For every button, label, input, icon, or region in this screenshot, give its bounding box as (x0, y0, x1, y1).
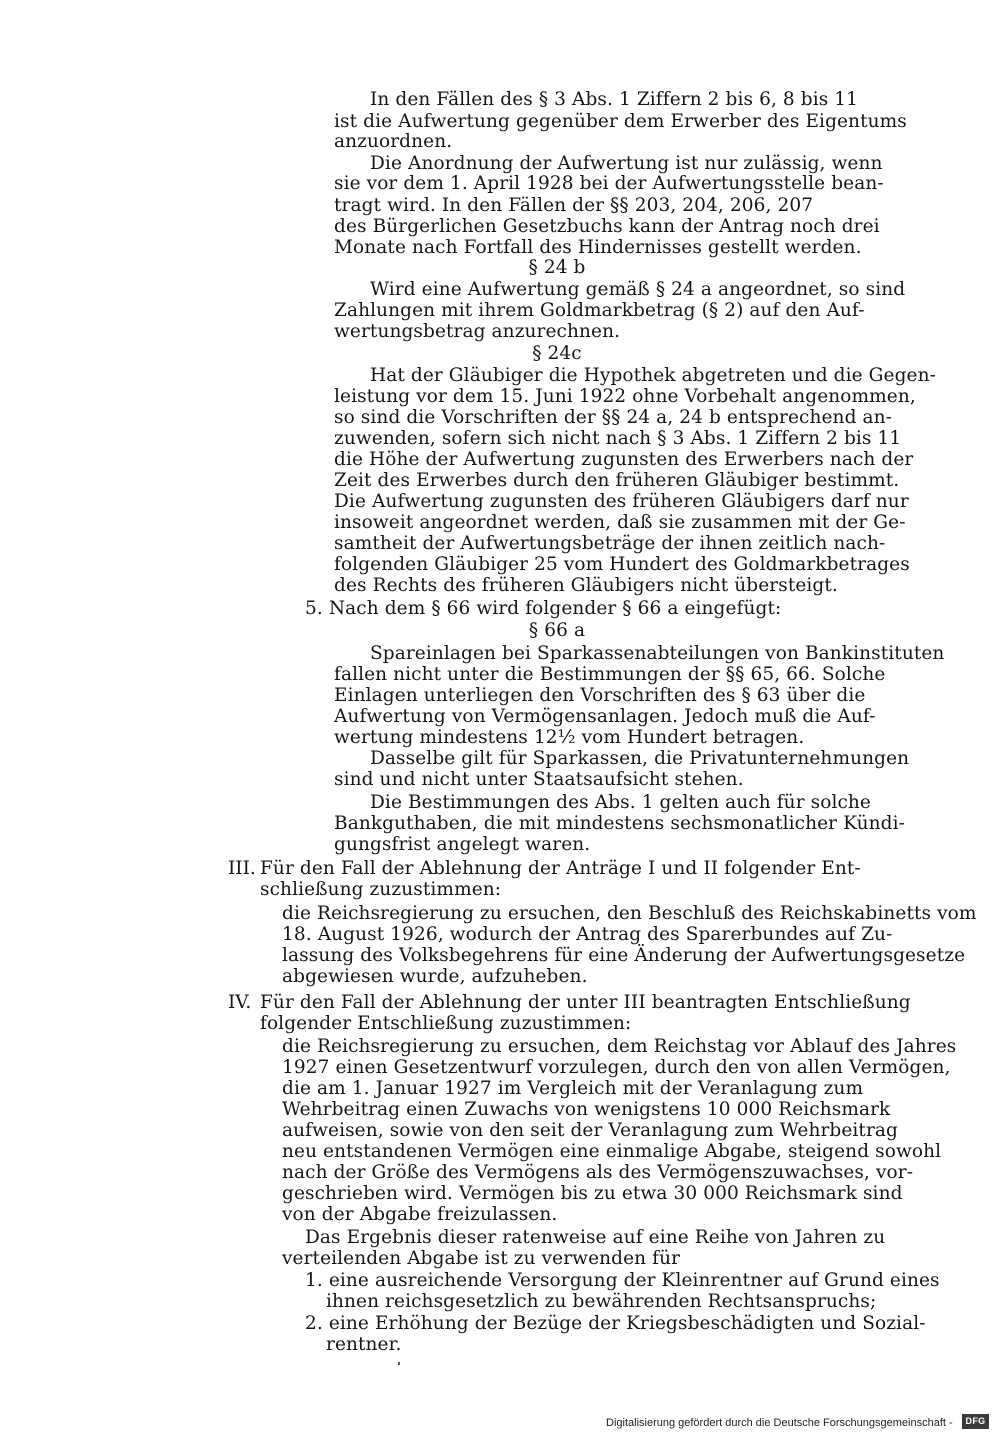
text-line: geschrieben wird. Vermögen bis zu etwa 30 000 Reichsmark sind (282, 1183, 903, 1204)
text-line: Die Anordnung der Aufwertung ist nur zulässig, wenn (370, 153, 883, 174)
text-line: Aufwertung von Vermögensanlagen. Jedoch muß die Auf- (334, 706, 876, 727)
text-line: leistung vor dem 15. Juni 1922 ohne Vorbehalt angenommen, (334, 386, 916, 407)
text-line: gungsfrist angelegt waren. (334, 834, 591, 855)
text-line: Einlagen unterliegen den Vorschriften des § 63 über die (334, 685, 866, 706)
text-line: verteilenden Abgabe ist zu verwenden für (282, 1248, 681, 1269)
section-heading: § 24 b (528, 257, 586, 278)
section-heading: § 24c (532, 343, 582, 364)
print-mark (398, 1362, 400, 1365)
text-line: ist die Aufwertung gegenüber dem Erwerber des Eigentums (334, 111, 907, 132)
list-item: 1. eine ausreichende Versorgung der Kleinrentner auf Grund eines (305, 1270, 940, 1291)
text-line: wertung mindestens 12½ vom Hundert betragen. (334, 727, 805, 748)
text-line: Monate nach Fortfall des Hindernisses gestellt werden. (334, 237, 862, 258)
text-line: sind und nicht unter Staatsaufsicht stehen. (334, 769, 744, 790)
section-number: IV. (228, 992, 252, 1013)
text-line: 1927 einen Gesetzentwurf vorzulegen, durch den von allen Vermögen, (282, 1057, 951, 1078)
text-line: Wird eine Aufwertung gemäß § 24 a angeordnet, so sind (370, 279, 906, 300)
text-line: die Reichsregierung zu ersuchen, dem Reichstag vor Ablauf des Jahres (282, 1036, 957, 1057)
text-line: Für den Fall der Ablehnung der unter III beantragten Entschließung (260, 992, 911, 1013)
text-line: anzuordnen. (334, 131, 453, 152)
text-line: die Reichsregierung zu ersuchen, den Beschluß des Reichskabinetts vom (282, 903, 977, 924)
text-line: Zeit des Erwerbes durch den früheren Gläubiger bestimmt. (334, 470, 900, 491)
text-line: Bankguthaben, die mit mindestens sechsmonatlicher Kündi- (334, 813, 905, 834)
text-line: aufweisen, sowie von den seit der Veranlagung zum Wehrbeitrag (282, 1120, 898, 1141)
text-line: sie vor dem 1. April 1928 bei der Aufwertungsstelle bean- (334, 173, 884, 194)
list-item: 2. eine Erhöhung der Bezüge der Kriegsbeschädigten und Sozial- (305, 1313, 926, 1334)
text-line: Die Aufwertung zugunsten des früheren Gläubigers darf nur (334, 491, 909, 512)
text-line: Hat der Gläubiger die Hypothek abgetreten und die Gegen- (370, 365, 936, 386)
text-line: wertungsbetrag anzurechnen. (334, 321, 621, 342)
text-line: nach der Größe des Vermögens als des Vermögenszuwachses, vor- (282, 1162, 914, 1183)
text-line: In den Fällen des § 3 Abs. 1 Ziffern 2 bis 6, 8 bis 11 (370, 89, 859, 110)
text-line: rentner. (326, 1334, 402, 1355)
text-line: insoweit angeordnet werden, daß sie zusammen mit der Ge- (334, 512, 906, 533)
text-line: des Bürgerlichen Gesetzbuchs kann der Antrag noch drei (334, 216, 880, 237)
text-line: die am 1. Januar 1927 im Vergleich mit der Veranlagung zum (282, 1078, 864, 1099)
section-heading: § 66 a (528, 620, 586, 641)
text-line: Für den Fall der Ablehnung der Anträge I und II folgender Ent- (260, 858, 861, 879)
text-line: des Rechts des früheren Gläubigers nicht übersteigt. (334, 575, 838, 596)
text-line: abgewiesen wurde, aufzuheben. (282, 966, 588, 987)
text-line: Das Ergebnis dieser ratenweise auf eine Reihe von Jahren zu (305, 1227, 886, 1248)
text-line: Spareinlagen bei Sparkassenabteilungen von Bankinstituten (370, 643, 945, 664)
text-line: die Höhe der Aufwertung zugunsten des Erwerbers nach der (334, 449, 914, 470)
text-line: lassung des Volksbegehrens für eine Änderung der Aufwertungsgesetze (282, 945, 966, 966)
text-line: fallen nicht unter die Bestimmungen der §§ 65, 66. Solche (334, 664, 886, 685)
text-line: folgenden Gläubiger 25 vom Hundert des Goldmarkbetrages (334, 554, 910, 575)
text-line: so sind die Vorschriften der §§ 24 a, 24 b entsprechend an- (334, 407, 892, 428)
text-line: Die Bestimmungen des Abs. 1 gelten auch für solche (370, 792, 871, 813)
text-line: 18. August 1926, wodurch der Antrag des Sparerbundes auf Zu- (282, 924, 893, 945)
text-line: tragt wird. In den Fällen der §§ 203, 204, 206, 207 (334, 195, 814, 216)
text-line: von der Abgabe freizulassen. (282, 1204, 558, 1225)
text-line: Zahlungen mit ihrem Goldmarkbetrag (§ 2) auf den Auf- (334, 300, 865, 321)
list-item: 5. Nach dem § 66 wird folgender § 66 a eingefügt: (305, 598, 782, 619)
text-line: neu entstandenen Vermögen eine einmalige Abgabe, steigend sowohl (282, 1141, 942, 1162)
section-number: III. (228, 858, 256, 879)
text-line: Wehrbeitrag einen Zuwachs von wenigstens 10 000 Reichsmark (282, 1099, 891, 1120)
text-line: schließung zuzustimmen: (260, 879, 502, 900)
text-line: zuwenden, sofern sich nicht nach § 3 Abs. 1 Ziffern 2 bis 11 (334, 428, 902, 449)
text-line: ihnen reichsgesetzlich zu bewährenden Rechtsanspruchs; (326, 1291, 877, 1312)
digitization-credit: Digitalisierung gefördert durch die Deutsche Forschungsgemeinschaft - (606, 1417, 953, 1429)
text-line: folgender Entschließung zuzustimmen: (260, 1013, 632, 1034)
dfg-logo: DFG (962, 1414, 989, 1429)
text-line: samtheit der Aufwertungsbeträge der ihnen zeitlich nach- (334, 533, 886, 554)
text-line: Dasselbe gilt für Sparkassen, die Privatunternehmungen (370, 748, 910, 769)
